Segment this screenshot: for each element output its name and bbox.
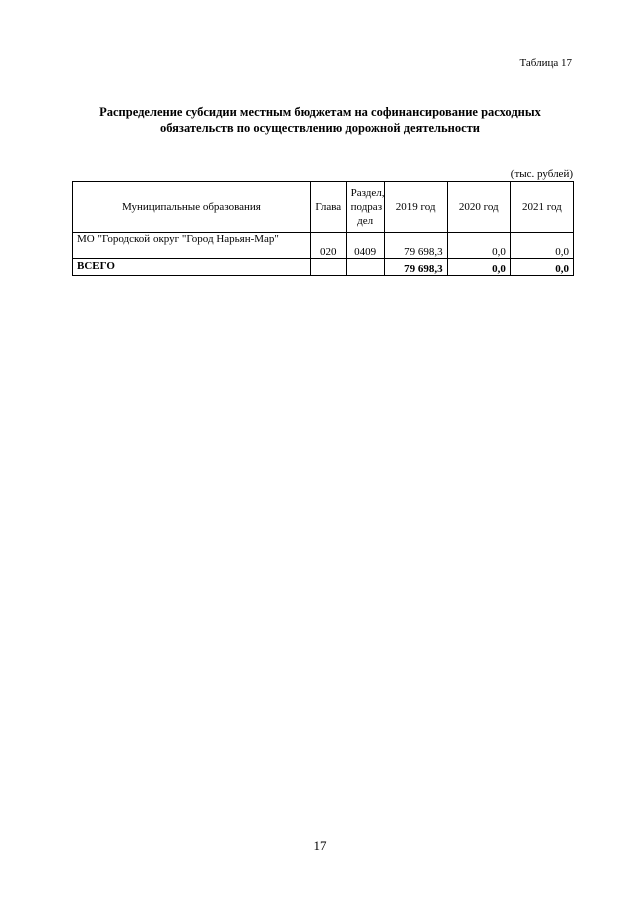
total-glava	[310, 259, 346, 276]
title-line-2: обязательств по осуществлению дорожной деятельности	[159, 121, 480, 135]
title-line-1: Распределение субсидии местным бюджетам на софинансирование расходных	[99, 105, 541, 119]
header-2019: 2019 год	[384, 182, 447, 233]
table-header-row	[73, 182, 574, 233]
cell-2019: 79 698,3	[384, 233, 447, 259]
budget-table	[72, 181, 574, 276]
cell-glava: 020	[310, 233, 346, 259]
cell-razdel: 0409	[346, 233, 384, 259]
total-label: ВСЕГО	[73, 259, 311, 276]
header-razdel-line-2: подраз	[350, 201, 383, 213]
total-2019: 79 698,3	[384, 259, 447, 276]
header-2021: 2021 год	[510, 182, 573, 233]
total-2020: 0,0	[447, 259, 510, 276]
total-2021: 0,0	[510, 259, 573, 276]
document-title	[70, 104, 570, 136]
header-2020: 2020 год	[447, 182, 510, 233]
header-razdel-line-3: дел	[357, 215, 374, 227]
header-glava: Глава	[310, 182, 346, 233]
cell-2021: 0,0	[510, 233, 573, 259]
cell-municipality: МО "Городской округ "Город Нарьян-Мар"	[73, 233, 311, 259]
header-razdel-line-1: Раздел,	[350, 187, 385, 199]
cell-2020: 0,0	[447, 233, 510, 259]
table-row	[73, 233, 574, 259]
table-label: Таблица 17	[519, 57, 572, 69]
unit-note: (тыс. рублей)	[510, 168, 573, 180]
table-total-row	[73, 259, 574, 276]
page-number: 17	[313, 838, 327, 853]
header-name: Муниципальные образования	[73, 182, 311, 233]
total-razdel	[346, 259, 384, 276]
header-razdel	[346, 182, 384, 233]
